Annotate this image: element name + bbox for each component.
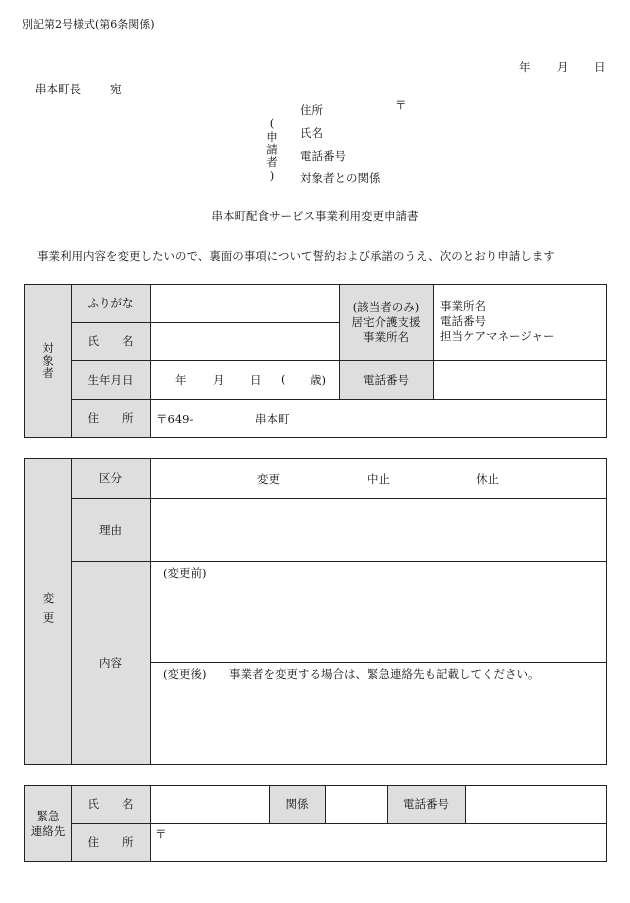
date-day-label: 日 [594, 60, 606, 74]
subject-name-label: 氏 名 [87, 334, 134, 348]
option-stop[interactable]: 中止 [367, 472, 390, 486]
subject-section-label: 対象者 [41, 342, 55, 380]
applicant-relation-label: 対象者との関係 [300, 171, 381, 185]
content-after-field[interactable]: (変更後) 事業者を変更する場合は、緊急連絡先も記載してください。 [163, 667, 540, 681]
date-year-label: 年 [519, 60, 531, 74]
date-month-label: 月 [557, 60, 569, 74]
care-office-label: (該当者のみ) 居宅介護支援 事業所名 [351, 300, 421, 344]
subject-address-label: 住 所 [87, 411, 134, 425]
option-change[interactable]: 変更 [257, 472, 280, 486]
birthdate-label: 生年月日 [87, 372, 134, 387]
option-pause[interactable]: 休止 [476, 472, 499, 486]
applicant-address-label: 住所 [300, 103, 323, 117]
emergency-phone-field[interactable] [466, 786, 606, 823]
form-number: 別記第2号様式(第6条関係) [22, 18, 155, 31]
emergency-relation-field[interactable] [326, 786, 386, 823]
applicant-phone-label: 電話番号 [300, 149, 346, 163]
furigana-field[interactable] [151, 285, 338, 322]
reason-label: 理由 [99, 522, 122, 537]
intro-text: 事業利用内容を変更したいので、裏面の事項について誓約および承諾のうえ、次のとおり申請します [37, 249, 555, 263]
change-section-label: 変更 [41, 592, 56, 631]
content-before-field[interactable]: (変更前) [163, 566, 207, 580]
subject-phone-label: 電話番号 [363, 372, 409, 387]
addressee: 串本町長 [35, 82, 81, 96]
change-type-label: 区分 [99, 471, 122, 485]
emergency-relation-label: 関係 [285, 797, 309, 811]
emergency-section-label: 緊急 連絡先 [30, 808, 66, 838]
subject-phone-field[interactable] [434, 361, 606, 399]
subject-address-field[interactable]: 〒649- 串本町 [156, 412, 290, 426]
content-label: 内容 [99, 655, 122, 670]
furigana-label: ふりがな [87, 296, 134, 310]
emergency-address-field[interactable]: 〒 [155, 827, 167, 841]
emergency-phone-label: 電話番号 [403, 797, 449, 811]
addressee-honorific: 宛 [110, 82, 122, 96]
emergency-name-label: 氏 名 [87, 797, 134, 811]
applicant-side-label: (申請者) [265, 116, 279, 184]
reason-field[interactable] [151, 499, 606, 561]
emergency-address-label: 住 所 [87, 835, 134, 849]
subject-name-field[interactable] [151, 323, 338, 360]
document-title: 串本町配食サービス事業利用変更申請書 [211, 209, 419, 223]
emergency-name-field[interactable] [151, 786, 268, 823]
birthdate-field[interactable]: 年 月 日 ( 歳) [175, 372, 326, 387]
applicant-name-label: 氏名 [300, 126, 323, 140]
applicant-postal-mark: 〒 [395, 98, 407, 112]
care-office-info[interactable]: 事業所名 電話番号 担当ケアマネージャー [440, 299, 555, 343]
